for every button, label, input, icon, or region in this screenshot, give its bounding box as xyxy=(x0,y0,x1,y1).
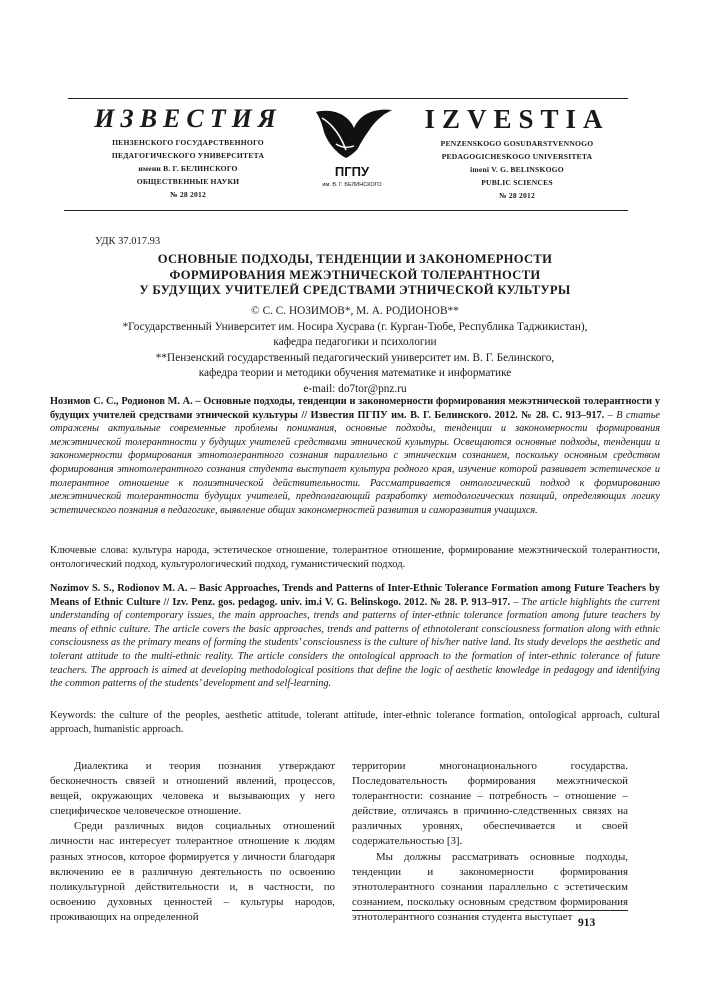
affiliation-line: **Пензенский государственный педагогический университет им. В. Г. Белинского, xyxy=(155,351,555,364)
header-left-line: ПЕНЗЕНСКОГО ГОСУДАРСТВЕННОГО xyxy=(112,138,264,147)
title-line: ФОРМИРОВАНИЯ МЕЖЭТНИЧЕСКОЙ ТОЛЕРАНТНОСТИ xyxy=(169,267,541,282)
header-left xyxy=(88,104,288,201)
ru-abstract: – В статье отражены актуальные современные проблемы понимания, основные подходы, тенденции и закономерности формирования межэтнической толерантности у будущих учителей средствами этнической культуры. Освещаются основные подходы, тенденции и закономерности формирования этнотолерантного сознания параллельно с этническим сознанием, поскольку основным средством формирования этнотолерантного сознания студента выступает культура родного края, изучение которой развивает эстетическое и толерантное отношение к полиэтнической действительности. Рассматривается онтологический подход к формированию межэтнической толерантности будущих учителей, предполагающий разработку методологических позиций, определяющих логику эстетического познания в педагогике, выявление общих закономерностей развития и саморазвития учащихся. xyxy=(50,409,660,516)
authors: © С. С. НОЗИМОВ*, М. А. РОДИОНОВ** xyxy=(251,305,459,317)
header-left-line: ПЕДАГОГИЧЕСКОГО УНИВЕРСИТЕТА xyxy=(111,151,265,160)
logo-subtext: им. В. Г. БЕЛИНСКОГО xyxy=(322,182,382,188)
affiliation-line: кафедра теории и методики обучения математике и информатике xyxy=(198,367,512,379)
title-line: ОСНОВНЫЕ ПОДХОДЫ, ТЕНДЕНЦИИ И ЗАКОНОМЕРНОСТИ xyxy=(157,252,553,266)
affiliation-line: *Государственный Университет им. Носира Хусрава (г. Курган-Тюбе, Республика Таджикистан), xyxy=(122,320,588,333)
header-right-line: № 28 2012 xyxy=(498,191,535,200)
page-number: 913 xyxy=(578,917,596,929)
header-right-title: IZVESTIA xyxy=(424,104,610,134)
ru-keywords: Ключевые слова: культура народа, эстетическое отношение, толерантное отношение, формирование межэтнической толерантности, онтологический подход, культурологический подход, гуманистический подход. xyxy=(50,545,660,570)
header-right xyxy=(412,104,622,202)
ru-citation: Нозимов С. С., Родионов М. А. – Основные подходы, тенденции и закономерности формирования межэтнической толерантности у будущих учителей средствами этнической культуры // Известия ПГПУ им. В. Г. Белинского. 2012. № 28. С. 913–917. xyxy=(50,396,660,421)
university-logo xyxy=(302,104,402,190)
body-paragraph: Среди различных видов социальных отношений личности нас интересует толерантное отношение к людям разных этносов, которое формируется у личности благодаря включению ее в различную деятельность по освоению поликультурной действительности и, в частности, по освоению духовных ценностей – культуры народов, проживающих на определенной xyxy=(50,820,335,923)
header-left-line: ОБЩЕСТВЕННЫЕ НАУКИ xyxy=(136,177,240,186)
email: e-mail: do7tor@pnz.ru xyxy=(303,382,407,395)
affiliation-line: кафедра педагогики и психологии xyxy=(273,336,437,348)
header-right-line: imeni V. G. BELINSKOGO xyxy=(470,165,564,174)
body-left-column xyxy=(50,759,335,925)
title-line: У БУДУЩИХ УЧИТЕЛЕЙ СРЕДСТВАМИ ЭТНИЧЕСКОЙ КУЛЬТУРЫ xyxy=(139,283,571,297)
article-title xyxy=(60,252,650,299)
header-top-rule xyxy=(68,98,628,99)
header-right-line: PEDAGOGICHESKOGO UNIVERSITETA xyxy=(441,152,593,161)
body-right-column xyxy=(352,759,628,925)
header-left-line: № 28 2012 xyxy=(169,190,206,199)
header-right-line: PENZENSKOGO GOSUDARSTVENNOGO xyxy=(440,139,594,148)
en-citation: Nozimov S. S., Rodionov M. A. – Basic Approaches, Trends and Patterns of Inter-Ethnic Tolerance Formation among Future Teachers by Means of Ethnic Culture // Izv. Penz. gos. pedagog. univ. im.i V. G. Belinskogo. 2012. № 28. P. 913–917. xyxy=(50,583,660,608)
footer-rule xyxy=(352,910,628,911)
en-keywords: Keywords: the culture of the peoples, aesthetic attitude, tolerant attitude, inter-ethnic tolerance formation, ontological approach, cultural approach, humanistic approach. xyxy=(50,710,660,735)
ru-abstract-block xyxy=(50,395,660,517)
logo-text: ПГПУ xyxy=(334,164,370,179)
en-abstract: – The article highlights the current understanding of contemporary issues, the main approaches, trends and patterns of inter-ethnic tolerance formation among future teachers by means of ethnic culture. The article covers the basic approaches, trends and patterns of ethnotolerant consciousness formation along with ethnic consciousness as the primary means of forming the students’ consciousness is the culture of his/her native land. Its study develops the aesthetic and tolerant attitude to the multi-ethnic reality. The article considers the ontological approach to the formation of inter-ethnic tolerance of future teachers. The approach is aimed at developing methodological positions that define the logic of aesthetic knowledge in pedagogy and identifying the common patterns of the students’ development and self-learning. xyxy=(50,596,660,690)
body-paragraph: Мы должны рассматривать основные подходы, тенденции и закономерности формирования этнотолерантного сознания параллельно с эстетическим сознанием, поскольку основным средством формирования этнотолерантного сознания студента выступает xyxy=(352,850,628,923)
bird-emblem-icon xyxy=(302,104,402,190)
header-left-title: ИЗВЕСТИЯ xyxy=(94,104,282,133)
body-paragraph: Диалектика и теория познания утверждают бесконечность связей и отношений явлений, процессов, вещей, окружающих человека и вызывающих у него специфическое человеческое отношение. xyxy=(50,760,335,818)
en-abstract-block xyxy=(50,582,660,691)
authors-block xyxy=(40,304,670,397)
header-left-line: имени В. Г. БЕЛИНСКОГО xyxy=(138,164,238,173)
body-paragraph: территории многонационального государства. Последовательность формирования межэтнической толерантности: сознание – потребность – отношение – действие, отличаясь в причинно-следственных связях на различных уровнях, обеспечивается и своей содержательностью [3]. xyxy=(352,760,628,848)
header-bottom-rule xyxy=(64,210,628,211)
udk-code: УДК 37.017.93 xyxy=(95,236,161,247)
header-right-line: PUBLIC SCIENCES xyxy=(481,178,553,187)
